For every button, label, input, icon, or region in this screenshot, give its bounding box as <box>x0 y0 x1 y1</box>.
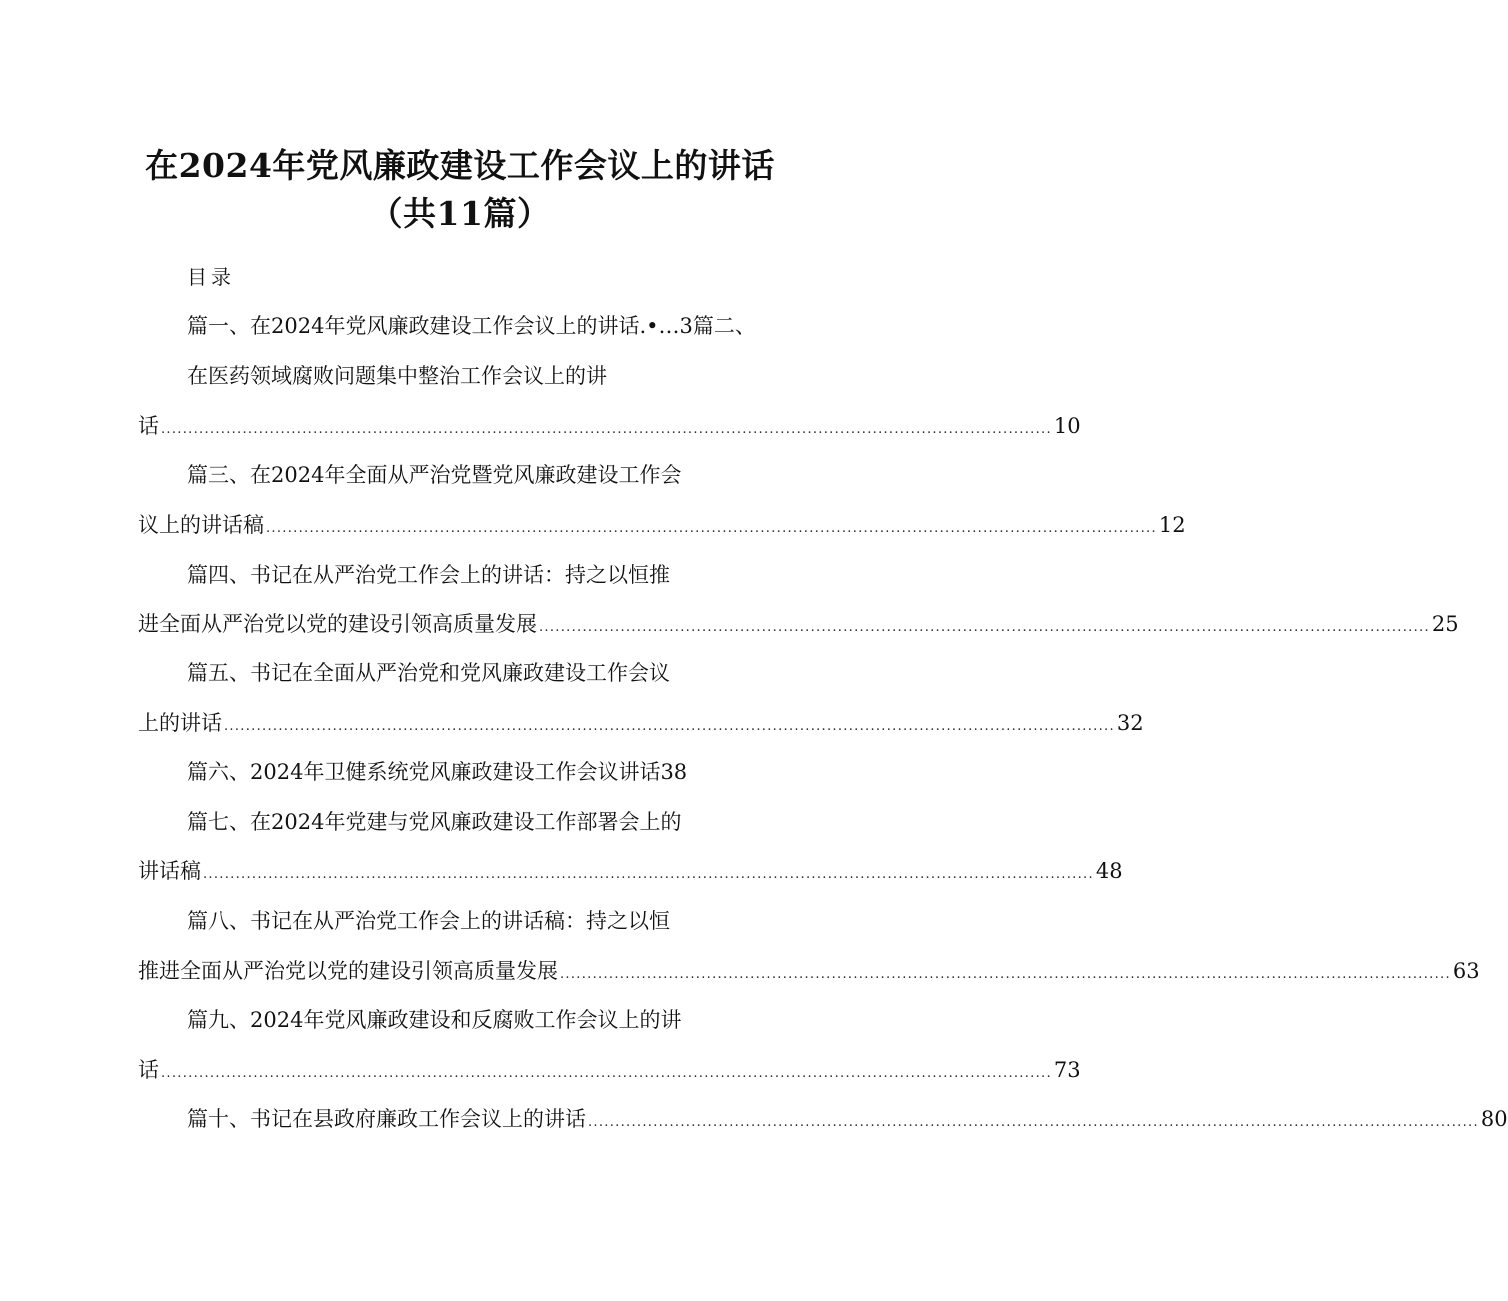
toc-entry-4-cont[interactable] <box>138 610 1459 642</box>
toc-entry-10[interactable] <box>187 1105 1508 1137</box>
toc-text: 议上的讲话稿 <box>138 513 264 537</box>
document-subtitle-count: （共11篇） <box>369 194 551 233</box>
toc-page-number: 12 <box>1158 513 1186 537</box>
toc-entry-7-cont[interactable] <box>138 857 1123 889</box>
toc-leader-dots: .................................................................................................................................................................... <box>161 1066 1052 1081</box>
toc-entry-9-cont[interactable] <box>138 1056 1081 1088</box>
toc-leader-dots: .................................................................................................................................................................... <box>560 967 1451 982</box>
toc-entry-7-start[interactable]: 篇七、在2024年党建与党风廉政建设工作部署会上的 <box>187 810 682 834</box>
toc-text: 推进全面从严治党以党的建设引领高质量发展 <box>138 959 558 983</box>
toc-text: 进全面从严治党以党的建设引领高质量发展 <box>138 612 537 636</box>
toc-leader-dots: .................................................................................................................................................................... <box>161 422 1052 437</box>
toc-entry-2-start[interactable]: 在医药领域腐败问题集中整治工作会议上的讲 <box>187 364 607 388</box>
toc-text: 话 <box>138 1058 159 1082</box>
toc-page-number: 48 <box>1095 859 1123 883</box>
toc-page-number: 32 <box>1116 711 1144 735</box>
document-title: 在2024年党风廉政建设工作会议上的讲话 <box>145 146 775 185</box>
toc-page-number: 10 <box>1053 414 1081 438</box>
toc-page-number: 73 <box>1053 1058 1081 1082</box>
toc-entry-5-start[interactable]: 篇五、书记在全面从严治党和党风廉政建设工作会议 <box>187 661 670 685</box>
toc-text: 上的讲话 <box>138 711 222 735</box>
toc-text: 篇十、书记在县政府廉政工作会议上的讲话 <box>187 1107 586 1131</box>
toc-entry-5-cont[interactable] <box>138 709 1144 741</box>
toc-entry-3-start[interactable]: 篇三、在2024年全面从严治党暨党风廉政建设工作会 <box>187 463 682 487</box>
toc-leader-dots: .................................................................................................................................................................... <box>539 620 1430 635</box>
toc-leader-dots: .................................................................................................................................................................... <box>224 719 1115 734</box>
toc-page-number: 63 <box>1452 959 1480 983</box>
toc-text: 话 <box>138 414 159 438</box>
toc-entry-1[interactable]: 篇一、在2024年党风廉政建设工作会议上的讲话.•…3篇二、 <box>187 314 756 338</box>
toc-entry-8-cont[interactable] <box>138 957 1480 989</box>
toc-leader-dots: .................................................................................................................................................................... <box>266 521 1157 536</box>
toc-page-number: 25 <box>1431 612 1459 636</box>
toc-leader-dots: .................................................................................................................................................................... <box>203 867 1094 882</box>
toc-entry-2-cont[interactable] <box>138 412 1081 444</box>
toc-heading: 目录 <box>187 265 235 289</box>
toc-page-number: 80 <box>1480 1107 1508 1131</box>
toc-leader-dots: .................................................................................................................................................................... <box>588 1115 1479 1130</box>
toc-text: 讲话稿 <box>138 859 201 883</box>
toc-entry-3-cont[interactable] <box>138 511 1186 543</box>
toc-entry-9-start[interactable]: 篇九、2024年党风廉政建设和反腐败工作会议上的讲 <box>187 1008 682 1032</box>
toc-entry-8-start[interactable]: 篇八、书记在从严治党工作会上的讲话稿：持之以恒 <box>187 909 670 933</box>
toc-entry-6[interactable]: 篇六、2024年卫健系统党风廉政建设工作会议讲话38 <box>187 760 688 784</box>
toc-entry-4-start[interactable]: 篇四、书记在从严治党工作会上的讲话：持之以恒推 <box>187 563 670 587</box>
